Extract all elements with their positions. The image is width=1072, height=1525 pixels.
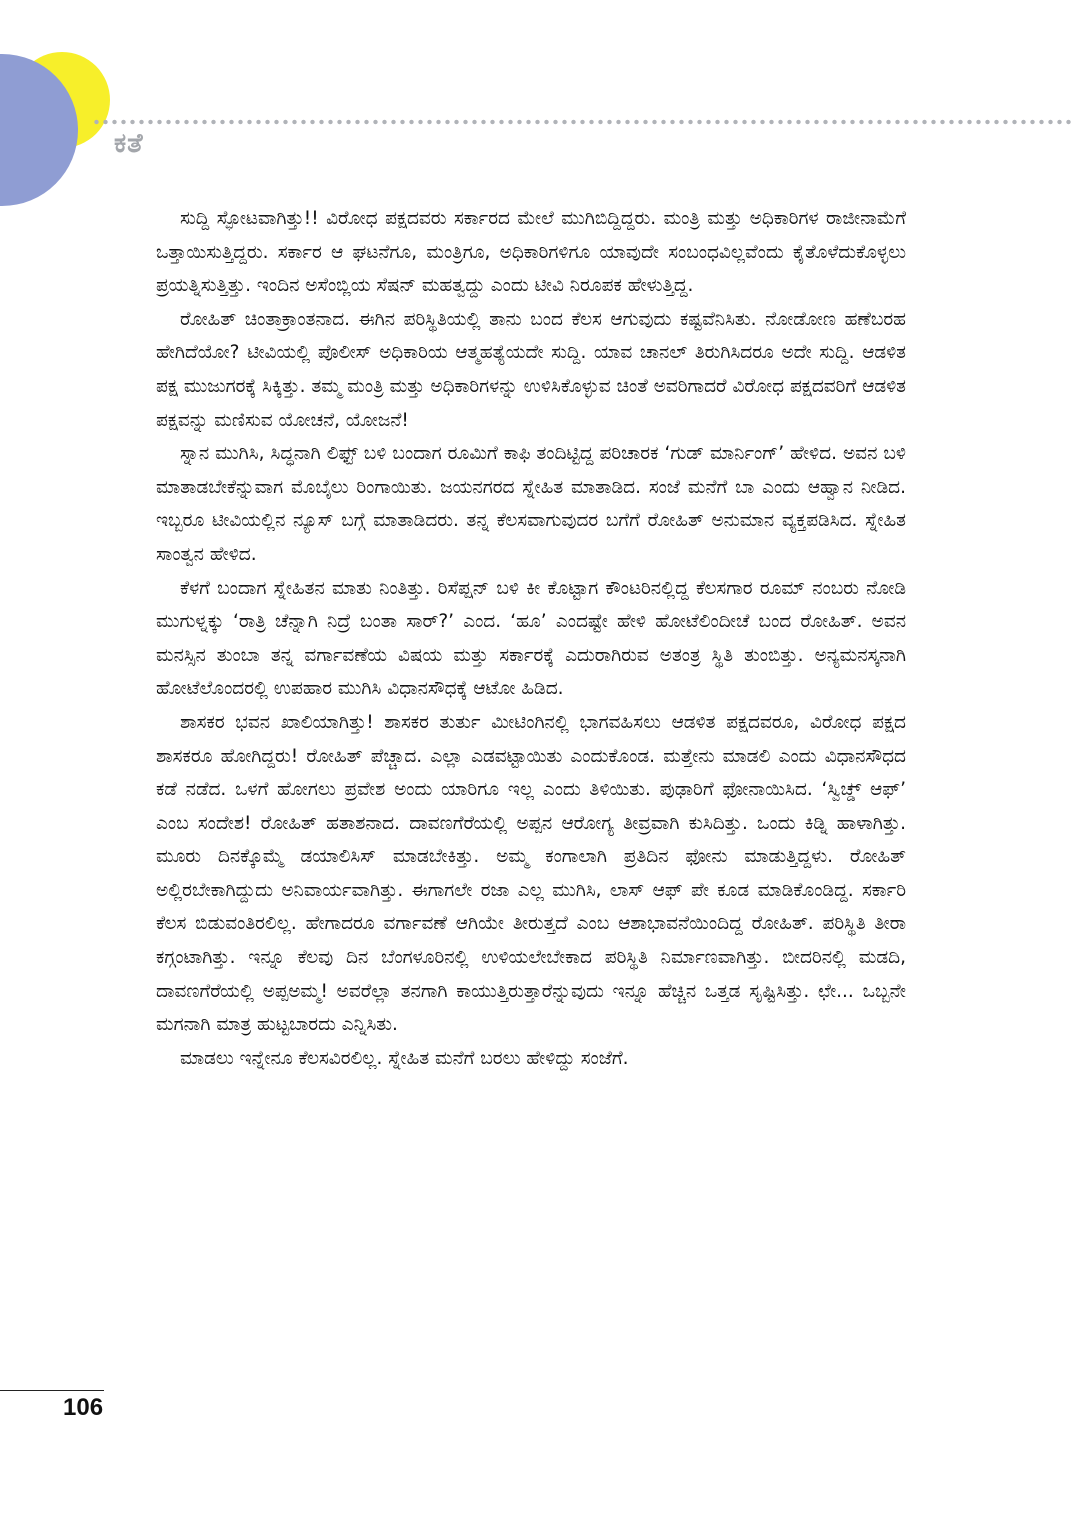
dotted-header-rule: [92, 118, 1072, 126]
footer-rule: [0, 1390, 104, 1391]
story-paragraph: ಸುದ್ದಿ ಸ್ಫೋಟವಾಗಿತ್ತು!! ವಿರೋಧ ಪಕ್ಷದವರು ಸರ್ಕಾರದ ಮೇಲೆ ಮುಗಿಬಿದ್ದಿದ್ದರು. ಮಂತ್ರಿ ಮತ್ತು ಅಧಿಕಾರಿಗಳ ರಾಜೀನಾಮೆಗೆ ಒತ್ತಾಯಿಸುತ್ತಿದ್ದರು. ಸರ್ಕಾರ ಆ ಘಟನೆಗೂ, ಮಂತ್ರಿಗೂ, ಅಧಿಕಾರಿಗಳಿಗೂ ಯಾವುದೇ ಸಂಬಂಧವಿಲ್ಲವೆಂದು ಕೈತೊಳೆದುಕೊಳ್ಳಲು ಪ್ರಯತ್ನಿಸುತ್ತಿತ್ತು. ಇಂದಿನ ಅಸೆಂಬ್ಲಿಯ ಸೆಷನ್ ಮಹತ್ವದ್ದು ಎಂದು ಟೀವಿ ನಿರೂಪಕ ಹೇಳುತ್ತಿದ್ದ.: [156, 208, 906, 297]
story-paragraph: ಶಾಸಕರ ಭವನ ಖಾಲಿಯಾಗಿತ್ತು! ಶಾಸಕರ ತುರ್ತು ಮೀಟಿಂಗಿನಲ್ಲಿ ಭಾಗವಹಿಸಲು ಆಡಳಿತ ಪಕ್ಷದವರೂ, ವಿರೋಧ ಪಕ್ಷದ ಶಾಸಕರೂ ಹೋಗಿದ್ದರು! ರೋಹಿತ್ ಪೆಚ್ಚಾದ. ಎಲ್ಲಾ ಎಡವಟ್ಟಾಯಿತು ಎಂದುಕೊಂಡ. ಮತ್ತೇನು ಮಾಡಲಿ ಎಂದು ವಿಧಾನಸೌಧದ ಕಡೆ ನಡೆದ. ಒಳಗೆ ಹೋಗಲು ಪ್ರವೇಶ ಅಂದು ಯಾರಿಗೂ ಇಲ್ಲ ಎಂದು ತಿಳಿಯಿತು. ಪುಢಾರಿಗೆ ಫೋನಾಯಿಸಿದ. ‘ಸ್ವಿಚ್ಡ್ ಆಫ್’ ಎಂಬ ಸಂದೇಶ! ರೋಹಿತ್ ಹತಾಶನಾದ. ದಾವಣಗೆರೆಯಲ್ಲಿ ಅಪ್ಪನ ಆರೋಗ್ಯ ತೀವ್ರವಾಗಿ ಕುಸಿದಿತ್ತು. ಒಂದು ಕಿಡ್ನಿ ಹಾಳಾಗಿತ್ತು. ಮೂರು ದಿನಕ್ಕೊಮ್ಮೆ ಡಯಾಲಿಸಿಸ್ ಮಾಡಬೇಕಿತ್ತು. ಅಮ್ಮ ಕಂಗಾಲಾಗಿ ಪ್ರತಿದಿನ ಫೋನು ಮಾಡುತ್ತಿದ್ದಳು. ರೋಹಿತ್ ಅಲ್ಲಿರಬೇಕಾಗಿದ್ದುದು ಅನಿವಾರ್ಯವಾಗಿತ್ತು. ಈಗಾಗಲೇ ರಜಾ ಎಲ್ಲ ಮುಗಿಸಿ, ಲಾಸ್ ಆಫ್ ಪೇ ಕೂಡ ಮಾಡಿಕೊಂಡಿದ್ದ. ಸರ್ಕಾರಿ ಕೆಲಸ ಬಿಡುವಂತಿರಲಿಲ್ಲ. ಹೇಗಾದರೂ ವರ್ಗಾವಣೆ ಆಗಿಯೇ ತೀರುತ್ತದೆ ಎಂಬ ಆಶಾಭಾವನೆಯಿಂದಿದ್ದ ರೋಹಿತ್. ಪರಿಸ್ಥಿತಿ ತೀರಾ ಕಗ್ಗಂಟಾಗಿತ್ತು. ಇನ್ನೂ ಕೆಲವು ದಿನ ಬೆಂಗಳೂರಿನಲ್ಲಿ ಉಳಿಯಲೇಬೇಕಾದ ಪರಿಸ್ಥಿತಿ ನಿರ್ಮಾಣವಾಗಿತ್ತು. ಬೀದರಿನಲ್ಲಿ ಮಡದಿ, ದಾವಣಗೆರೆಯಲ್ಲಿ ಅಪ್ಪಅಮ್ಮ! ಅವರೆಲ್ಲಾ ತನಗಾಗಿ ಕಾಯುತ್ತಿರುತ್ತಾರೆನ್ನುವುದು ಇನ್ನೂ ಹೆಚ್ಚಿನ ಒತ್ತಡ ಸೃಷ್ಟಿಸಿತ್ತು. ಛೇ... ಒಬ್ಬನೇ ಮಗನಾಗಿ ಮಾತ್ರ ಹುಟ್ಟಬಾರದು ಎನ್ನಿಸಿತು.: [156, 711, 906, 1036]
story-paragraph: ಮಾಡಲು ಇನ್ನೇನೂ ಕೆಲಸವಿರಲಿಲ್ಲ. ಸ್ನೇಹಿತ ಮನೆಗೆ ಬರಲು ಹೇಳಿದ್ದು ಸಂಜೆಗೆ.: [180, 1047, 629, 1069]
story-paragraph: ರೋಹಿತ್ ಚಿಂತಾಕ್ರಾಂತನಾದ. ಈಗಿನ ಪರಿಸ್ಥಿತಿಯಲ್ಲಿ ತಾನು ಬಂದ ಕೆಲಸ ಆಗುವುದು ಕಷ್ಟವೆನಿಸಿತು. ನೋಡೋಣ ಹಣೆಬರಹ ಹೇಗಿದೆಯೋ? ಟೀವಿಯಲ್ಲಿ ಪೊಲೀಸ್ ಅಧಿಕಾರಿಯ ಆತ್ಮಹತ್ಯೆಯದೇ ಸುದ್ದಿ. ಯಾವ ಚಾನಲ್ ತಿರುಗಿಸಿದರೂ ಅದೇ ಸುದ್ದಿ. ಆಡಳಿತ ಪಕ್ಷ ಮುಜುಗರಕ್ಕೆ ಸಿಕ್ಕಿತ್ತು. ತಮ್ಮ ಮಂತ್ರಿ ಮತ್ತು ಅಧಿಕಾರಿಗಳನ್ನು ಉಳಿಸಿಕೊಳ್ಳುವ ಚಿಂತೆ ಅವರಿಗಾದರೆ ವಿರೋಧ ಪಕ್ಷದವರಿಗೆ ಆಡಳಿತ ಪಕ್ಷವನ್ನು ಮಣಿಸುವ ಯೋಚನೆ, ಯೋಜನೆ!: [156, 308, 906, 431]
corner-decoration: [0, 0, 120, 220]
page-number: 106: [63, 1394, 104, 1421]
section-label: ಕತೆ: [114, 128, 144, 159]
story-body: [156, 202, 906, 1075]
story-paragraph: ಕೆಳಗೆ ಬಂದಾಗ ಸ್ನೇಹಿತನ ಮಾತು ನಿಂತಿತ್ತು. ರಿಸೆಪ್ಷನ್ ಬಳಿ ಕೀ ಕೊಟ್ಟಾಗ ಕೌಂಟರಿನಲ್ಲಿದ್ದ ಕೆಲಸಗಾರ ರೂಮ್ ನಂಬರು ನೋಡಿ ಮುಗುಳ್ನಕ್ಕು ‘ರಾತ್ರಿ ಚೆನ್ನಾಗಿ ನಿದ್ರೆ ಬಂತಾ ಸಾರ್?’ ಎಂದ. ‘ಹೂ’ ಎಂದಷ್ಟೇ ಹೇಳಿ ಹೋಟೆಲಿಂದೀಚೆ ಬಂದ ರೋಹಿತ್. ಅವನ ಮನಸ್ಸಿನ ತುಂಬಾ ತನ್ನ ವರ್ಗಾವಣೆಯ ವಿಷಯ ಮತ್ತು ಸರ್ಕಾರಕ್ಕೆ ಎದುರಾಗಿರುವ ಅತಂತ್ರ ಸ್ಥಿತಿ ತುಂಬಿತ್ತು. ಅನ್ಯಮನಸ್ಕನಾಗಿ ಹೋಟೆಲೊಂದರಲ್ಲಿ ಉಪಹಾರ ಮುಗಿಸಿ ವಿಧಾನಸೌಧಕ್ಕೆ ಆಟೋ ಹಿಡಿದ.: [156, 577, 906, 700]
story-paragraph: ಸ್ನಾನ ಮುಗಿಸಿ, ಸಿದ್ಧನಾಗಿ ಲಿಫ್ಟ್ ಬಳಿ ಬಂದಾಗ ರೂಮಿಗೆ ಕಾಫಿ ತಂದಿಟ್ಟಿದ್ದ ಪರಿಚಾರಕ ‘ಗುಡ್ ಮಾರ್ನಿಂಗ್’ ಹೇಳಿದ. ಅವನ ಬಳಿ ಮಾತಾಡಬೇಕೆನ್ನುವಾಗ ಮೊಬೈಲು ರಿಂಗಾಯಿತು. ಜಯನಗರದ ಸ್ನೇಹಿತ ಮಾತಾಡಿದ. ಸಂಜೆ ಮನೆಗೆ ಬಾ ಎಂದು ಆಹ್ವಾನ ನೀಡಿದ. ಇಬ್ಬರೂ ಟೀವಿಯಲ್ಲಿನ ನ್ಯೂಸ್ ಬಗ್ಗೆ ಮಾತಾಡಿದರು. ತನ್ನ ಕೆಲಸವಾಗುವುದರ ಬಗೆಗೆ ರೋಹಿತ್ ಅನುಮಾನ ವ್ಯಕ್ತಪಡಿಸಿದ. ಸ್ನೇಹಿತ ಸಾಂತ್ವನ ಹೇಳಿದ.: [156, 443, 906, 565]
